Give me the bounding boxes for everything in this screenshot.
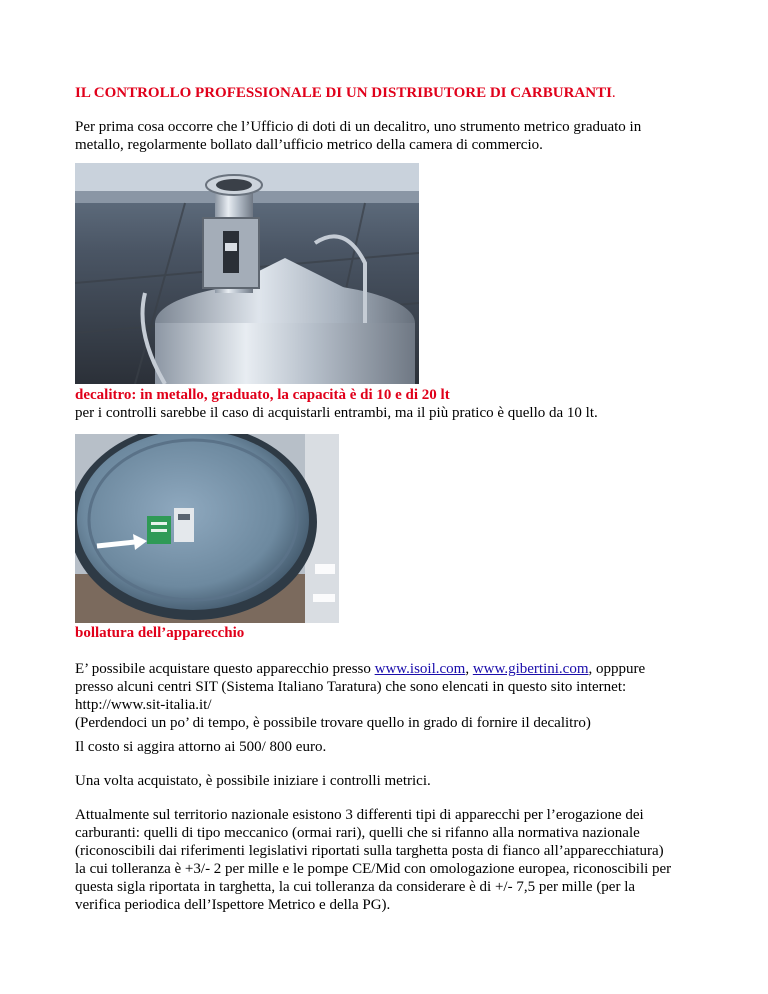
dispenser-types-paragraph: Attualmente sul territorio nazionale esistono 3 differenti tipi di apparecchi per l’erogazione dei carburanti: quelli di tipo meccanico (ormai rari), quelli che si rifanno alla normativa nazionale (riconoscibili dai riferimenti legislativi riportati sulla targhetta posta di fianco all’apparecchiatura) la cui tolleranza è +3/- 2 per mille e le pompe CE/Mid con omologazione europea, riconoscibili per questa sigla riportata in targhetta, la cui tolleranza da considerare è di +/- 7,5 per mille (per la verifica periodica dell’Ispettore Metrico e della PG).	[75, 807, 672, 913]
page-heading: IL CONTROLLO PROFESSIONALE DI UN DISTRIBUTORE DI CARBURANTI.	[75, 85, 616, 101]
sit-url-text: http://www.sit-italia.it/	[75, 697, 212, 713]
gibertini-link[interactable]: www.gibertini.com	[472, 661, 589, 677]
decalitro-photo	[75, 163, 419, 384]
purchase-paragraph: E’ possibile acquistare questo apparecchio presso www.isoil.com, www.gibertini.com, opppure presso alcuni centri SIT (Sistema Italiano Taratura) che sono elencati in questo sito internet: http://www.sit-italia.it/ (Perdendoci un po’ di tempo, è possibile trovare quello in grado di fornire il decalitro)	[75, 661, 646, 731]
bollatura-caption: bollatura dell’apparecchio	[75, 625, 245, 641]
decalitro-caption: decalitro: in metallo, graduato, la capacità è di 10 e di 20 lt per i controlli sarebbe il caso di acquistarli entrambi, ma il più pratico è quello da 10 lt.	[75, 387, 598, 421]
isoil-link[interactable]: www.isoil.com	[374, 661, 466, 677]
cost-paragraph: Il costo si aggira attorno ai 500/ 800 euro.	[75, 739, 327, 755]
intro-paragraph: Per prima cosa occorre che l’Ufficio di doti di un decalitro, uno strumento metrico graduato in metallo, regolarmente bollato dall’ufficio metrico della camera di commercio.	[75, 119, 642, 153]
after-purchase-paragraph: Una volta acquistato, è possibile iniziare i controlli metrici.	[75, 773, 431, 789]
bollatura-photo	[75, 434, 339, 623]
